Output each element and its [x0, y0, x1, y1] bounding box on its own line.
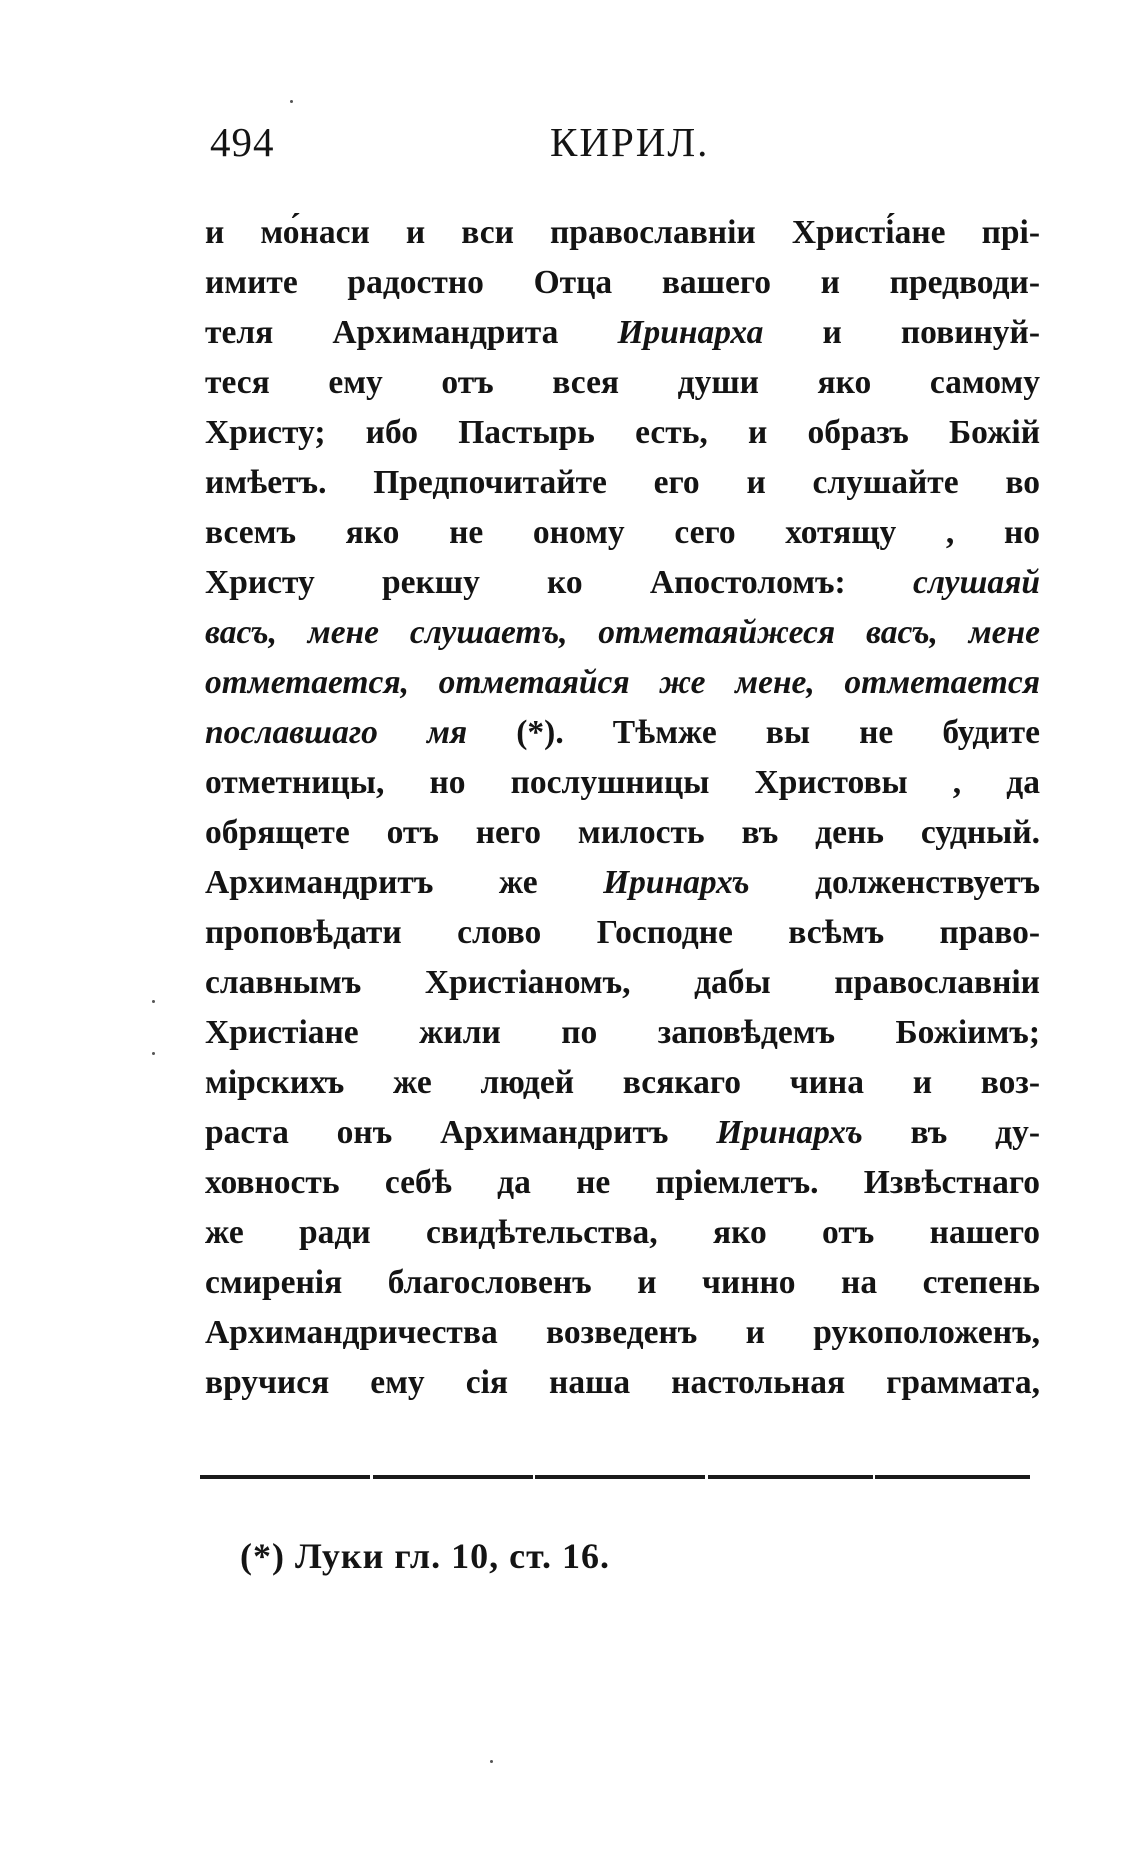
- text-segment: вручися ему сія наша настольная граммата,: [205, 1364, 1040, 1401]
- text-line: [205, 1258, 1040, 1308]
- text-segment: всемъ яко не оному сего хотящу , но: [205, 514, 1040, 551]
- italic-segment: отметается, отметаяйся же мене, отметается: [205, 664, 1040, 701]
- text-line: [205, 1158, 1040, 1208]
- page-header: [205, 118, 1035, 178]
- text-segment: смиренія благословенъ и чинно на степень: [205, 1264, 1040, 1301]
- text-segment: славнымъ Христіаномъ, дабы православніи: [205, 964, 1040, 1001]
- text-segment: обрящете отъ него милость въ день судный.: [205, 814, 1040, 851]
- text-segment: проповѣдати слово Господне всѣмъ право-: [205, 914, 1040, 951]
- text-line: [205, 1308, 1040, 1358]
- text-line: [205, 208, 1040, 258]
- text-segment: Архимандритъ же: [205, 864, 604, 901]
- text-segment: ховность себѣ да не пріемлетъ. Извѣстнаго: [205, 1164, 1040, 1201]
- italic-segment: Иринарха: [617, 314, 764, 351]
- text-segment: мірскихъ же людей всякаго чина и воз-: [205, 1064, 1040, 1101]
- italic-segment: Иринархъ: [603, 864, 750, 901]
- text-line: [205, 1008, 1040, 1058]
- footnote: (*) Луки гл. 10, ст. 16.: [240, 1536, 611, 1576]
- body-text: [205, 208, 1040, 1408]
- text-line: [205, 958, 1040, 1008]
- text-segment: Архимандричества возведенъ и рукоположенъ,: [205, 1314, 1040, 1351]
- footnote-rule: [200, 1475, 1030, 1480]
- text-segment: Христу рекшу ко Апостоломъ:: [205, 564, 913, 601]
- text-line: [205, 808, 1040, 858]
- text-segment: Христу; ибо Пастырь есть, и образъ Божій: [205, 414, 1040, 451]
- text-segment: и мо́наси и вси православніи Христі́ане прі-: [205, 214, 1040, 251]
- text-segment: же ради свидѣтельства, яко отъ нашего: [205, 1214, 1040, 1251]
- text-line: [205, 758, 1040, 808]
- text-line: [205, 558, 1040, 608]
- text-segment: Христіане жили по заповѣдемъ Божіимъ;: [205, 1014, 1040, 1051]
- print-speck: [152, 1000, 155, 1003]
- text-segment: имите радостно Отца вашего и предводи-: [205, 264, 1040, 301]
- text-segment: и повинуй-: [763, 314, 1040, 351]
- italic-segment: слушаяй: [912, 564, 1040, 601]
- page-number: 494: [210, 119, 275, 165]
- text-line: [205, 1058, 1040, 1108]
- text-segment: теся ему отъ всея души яко самому: [205, 364, 1040, 401]
- text-segment: долженствуетъ: [749, 864, 1040, 901]
- text-line: [205, 508, 1040, 558]
- text-line: [205, 1358, 1040, 1408]
- text-line: [205, 458, 1040, 508]
- italic-segment: Иринархъ: [716, 1114, 863, 1151]
- print-speck: [290, 100, 293, 103]
- text-line: [205, 1208, 1040, 1258]
- text-segment: (*). Тѣмже вы не будите: [467, 714, 1040, 751]
- text-line: [205, 358, 1040, 408]
- text-line: [205, 258, 1040, 308]
- text-line: [205, 708, 1040, 758]
- text-line: [205, 858, 1040, 908]
- text-segment: раста онъ Архимандритъ: [205, 1114, 717, 1151]
- text-segment: имѣетъ. Предпочитайте его и слушайте во: [205, 464, 1040, 501]
- text-line: [205, 658, 1040, 708]
- text-line: [205, 908, 1040, 958]
- text-line: [205, 608, 1040, 658]
- italic-segment: васъ, мене слушаетъ, отметаяйжеся васъ, мене: [205, 614, 1040, 651]
- running-title: КИРИЛ.: [550, 119, 710, 165]
- text-line: [205, 408, 1040, 458]
- text-segment: отметницы, но послушницы Христовы , да: [205, 764, 1040, 801]
- print-speck: [490, 1760, 493, 1763]
- text-segment: теля Архимандрита: [205, 314, 618, 351]
- text-line: [205, 1108, 1040, 1158]
- print-speck: [152, 1052, 155, 1055]
- italic-segment: пославшаго мя: [205, 714, 468, 751]
- text-line: [205, 308, 1040, 358]
- text-segment: въ ду-: [862, 1114, 1040, 1151]
